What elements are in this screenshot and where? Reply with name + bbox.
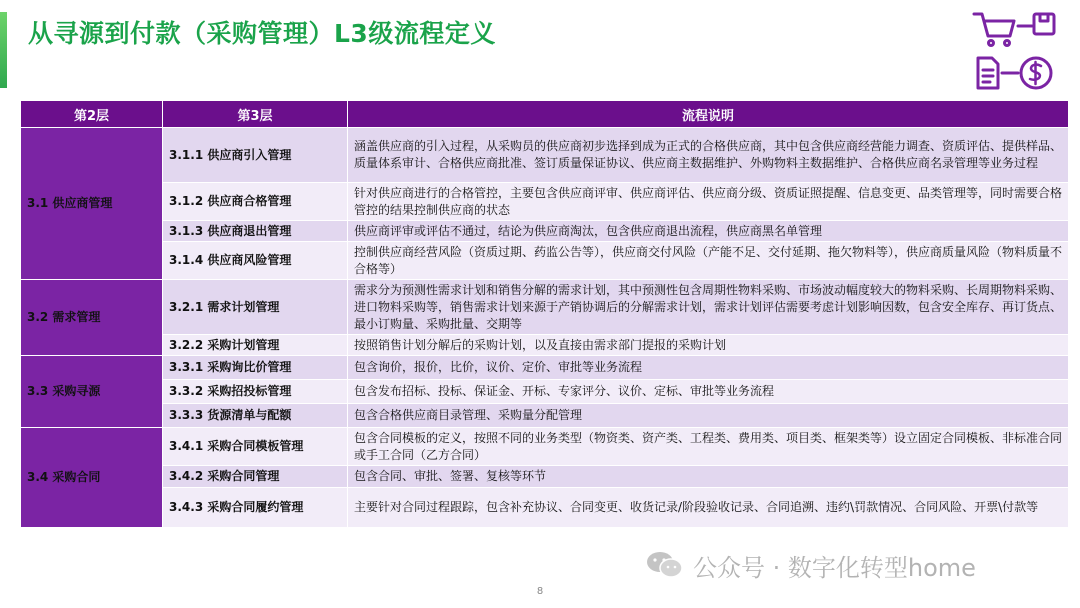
table-header-row xyxy=(21,101,1069,128)
table-row xyxy=(21,128,1069,183)
watermark-text: 公众号 · 数字化转型home xyxy=(693,553,976,582)
l3-process-table xyxy=(20,100,1069,528)
table-row xyxy=(21,428,1069,466)
description-cell: 包含合格供应商目录管理、采购量分配管理 xyxy=(348,404,1069,428)
column-header-level3: 第3层 xyxy=(163,101,348,128)
table-row xyxy=(21,335,1069,356)
page-title: 从寻源到付款（采购管理）L3级流程定义 xyxy=(28,19,496,48)
description-cell: 供应商评审或评估不通过，结论为供应商淘汰，包含供应商退出流程，供应商黑名单管理 xyxy=(348,221,1069,242)
level3-cell: 3.4.3 采购合同履约管理 xyxy=(163,488,348,528)
level3-cell: 3.4.1 采购合同模板管理 xyxy=(163,428,348,466)
table-row xyxy=(21,183,1069,221)
description-cell: 针对供应商进行的合格管控，主要包含供应商评审、供应商评估、供应商分级、资质证照提醒、信息变更、品类管理等，同时需要合格管控的结果控制供应商的状态 xyxy=(348,183,1069,221)
title-accent-bar xyxy=(0,12,7,88)
level3-cell: 3.4.2 采购合同管理 xyxy=(163,466,348,488)
description-cell: 按照销售计划分解后的采购计划，以及直接由需求部门提报的采购计划 xyxy=(348,335,1069,356)
level3-cell: 3.1.1 供应商引入管理 xyxy=(163,128,348,183)
table-row xyxy=(21,356,1069,380)
description-cell: 包含合同、审批、签署、复核等环节 xyxy=(348,466,1069,488)
level3-cell: 3.1.4 供应商风险管理 xyxy=(163,242,348,280)
column-header-description: 流程说明 xyxy=(348,101,1069,128)
table-row xyxy=(21,221,1069,242)
level2-cell: 3.3 采购寻源 xyxy=(21,356,163,428)
description-cell: 包含合同模板的定义，按照不同的业务类型（物资类、资产类、工程类、费用类、项目类、框架类等）设立固定合同模板、非标准合同或手工合同（乙方合同） xyxy=(348,428,1069,466)
description-cell: 涵盖供应商的引入过程，从采购员的供应商初步选择到成为正式的合格供应商，其中包含供应商经营能力调查、资质评估、提供样品、质量体系审计、合格供应商批准、签订质量保证协议、供应商主数据维护、外购物料主数据维护、合格供应商名录管理等业务过程 xyxy=(348,128,1069,183)
column-header-level2: 第2层 xyxy=(21,101,163,128)
level2-cell: 3.2 需求管理 xyxy=(21,280,163,356)
table-row xyxy=(21,488,1069,528)
wechat-icon xyxy=(645,550,685,580)
table-row xyxy=(21,466,1069,488)
level3-cell: 3.3.1 采购询比价管理 xyxy=(163,356,348,380)
table-row xyxy=(21,380,1069,404)
description-cell: 需求分为预测性需求计划和销售分解的需求计划，其中预测性包含周期性物料采购、市场波动幅度较大的物料采购、长周期物料采购、进口物料采购等，销售需求计划来源于产销协调后的分解需求计划，需求计划评估需要考虑计划影响因数，包含安全库存、再订货点、最小订购量、采购批量、交期等 xyxy=(348,280,1069,335)
page-number: 8 xyxy=(536,586,544,597)
level3-cell: 3.1.3 供应商退出管理 xyxy=(163,221,348,242)
description-cell: 包含发布招标、投标、保证金、开标、专家评分、议价、定标、审批等业务流程 xyxy=(348,380,1069,404)
watermark xyxy=(645,548,976,582)
level3-cell: 3.2.1 需求计划管理 xyxy=(163,280,348,335)
level3-cell: 3.3.3 货源清单与配额 xyxy=(163,404,348,428)
level3-cell: 3.2.2 采购计划管理 xyxy=(163,335,348,356)
level2-cell: 3.4 采购合同 xyxy=(21,428,163,528)
description-cell: 包含询价，报价，比价，议价、定价、审批等业务流程 xyxy=(348,356,1069,380)
level2-cell: 3.1 供应商管理 xyxy=(21,128,163,280)
level3-cell: 3.3.2 采购招投标管理 xyxy=(163,380,348,404)
description-cell: 主要针对合同过程跟踪，包含补充协议、合同变更、收货记录/阶段验收记录、合同追溯、违约\罚款情况、合同风险、开票\付款等 xyxy=(348,488,1069,528)
level3-cell: 3.1.2 供应商合格管理 xyxy=(163,183,348,221)
table-row xyxy=(21,280,1069,335)
cart-package-invoice-dollar-icon xyxy=(970,8,1060,92)
table-row xyxy=(21,242,1069,280)
table-row xyxy=(21,404,1069,428)
description-cell: 控制供应商经营风险（资质过期、药监公告等），供应商交付风险（产能不足、交付延期、拖欠物料等），供应商质量风险（物料质量不合格等） xyxy=(348,242,1069,280)
